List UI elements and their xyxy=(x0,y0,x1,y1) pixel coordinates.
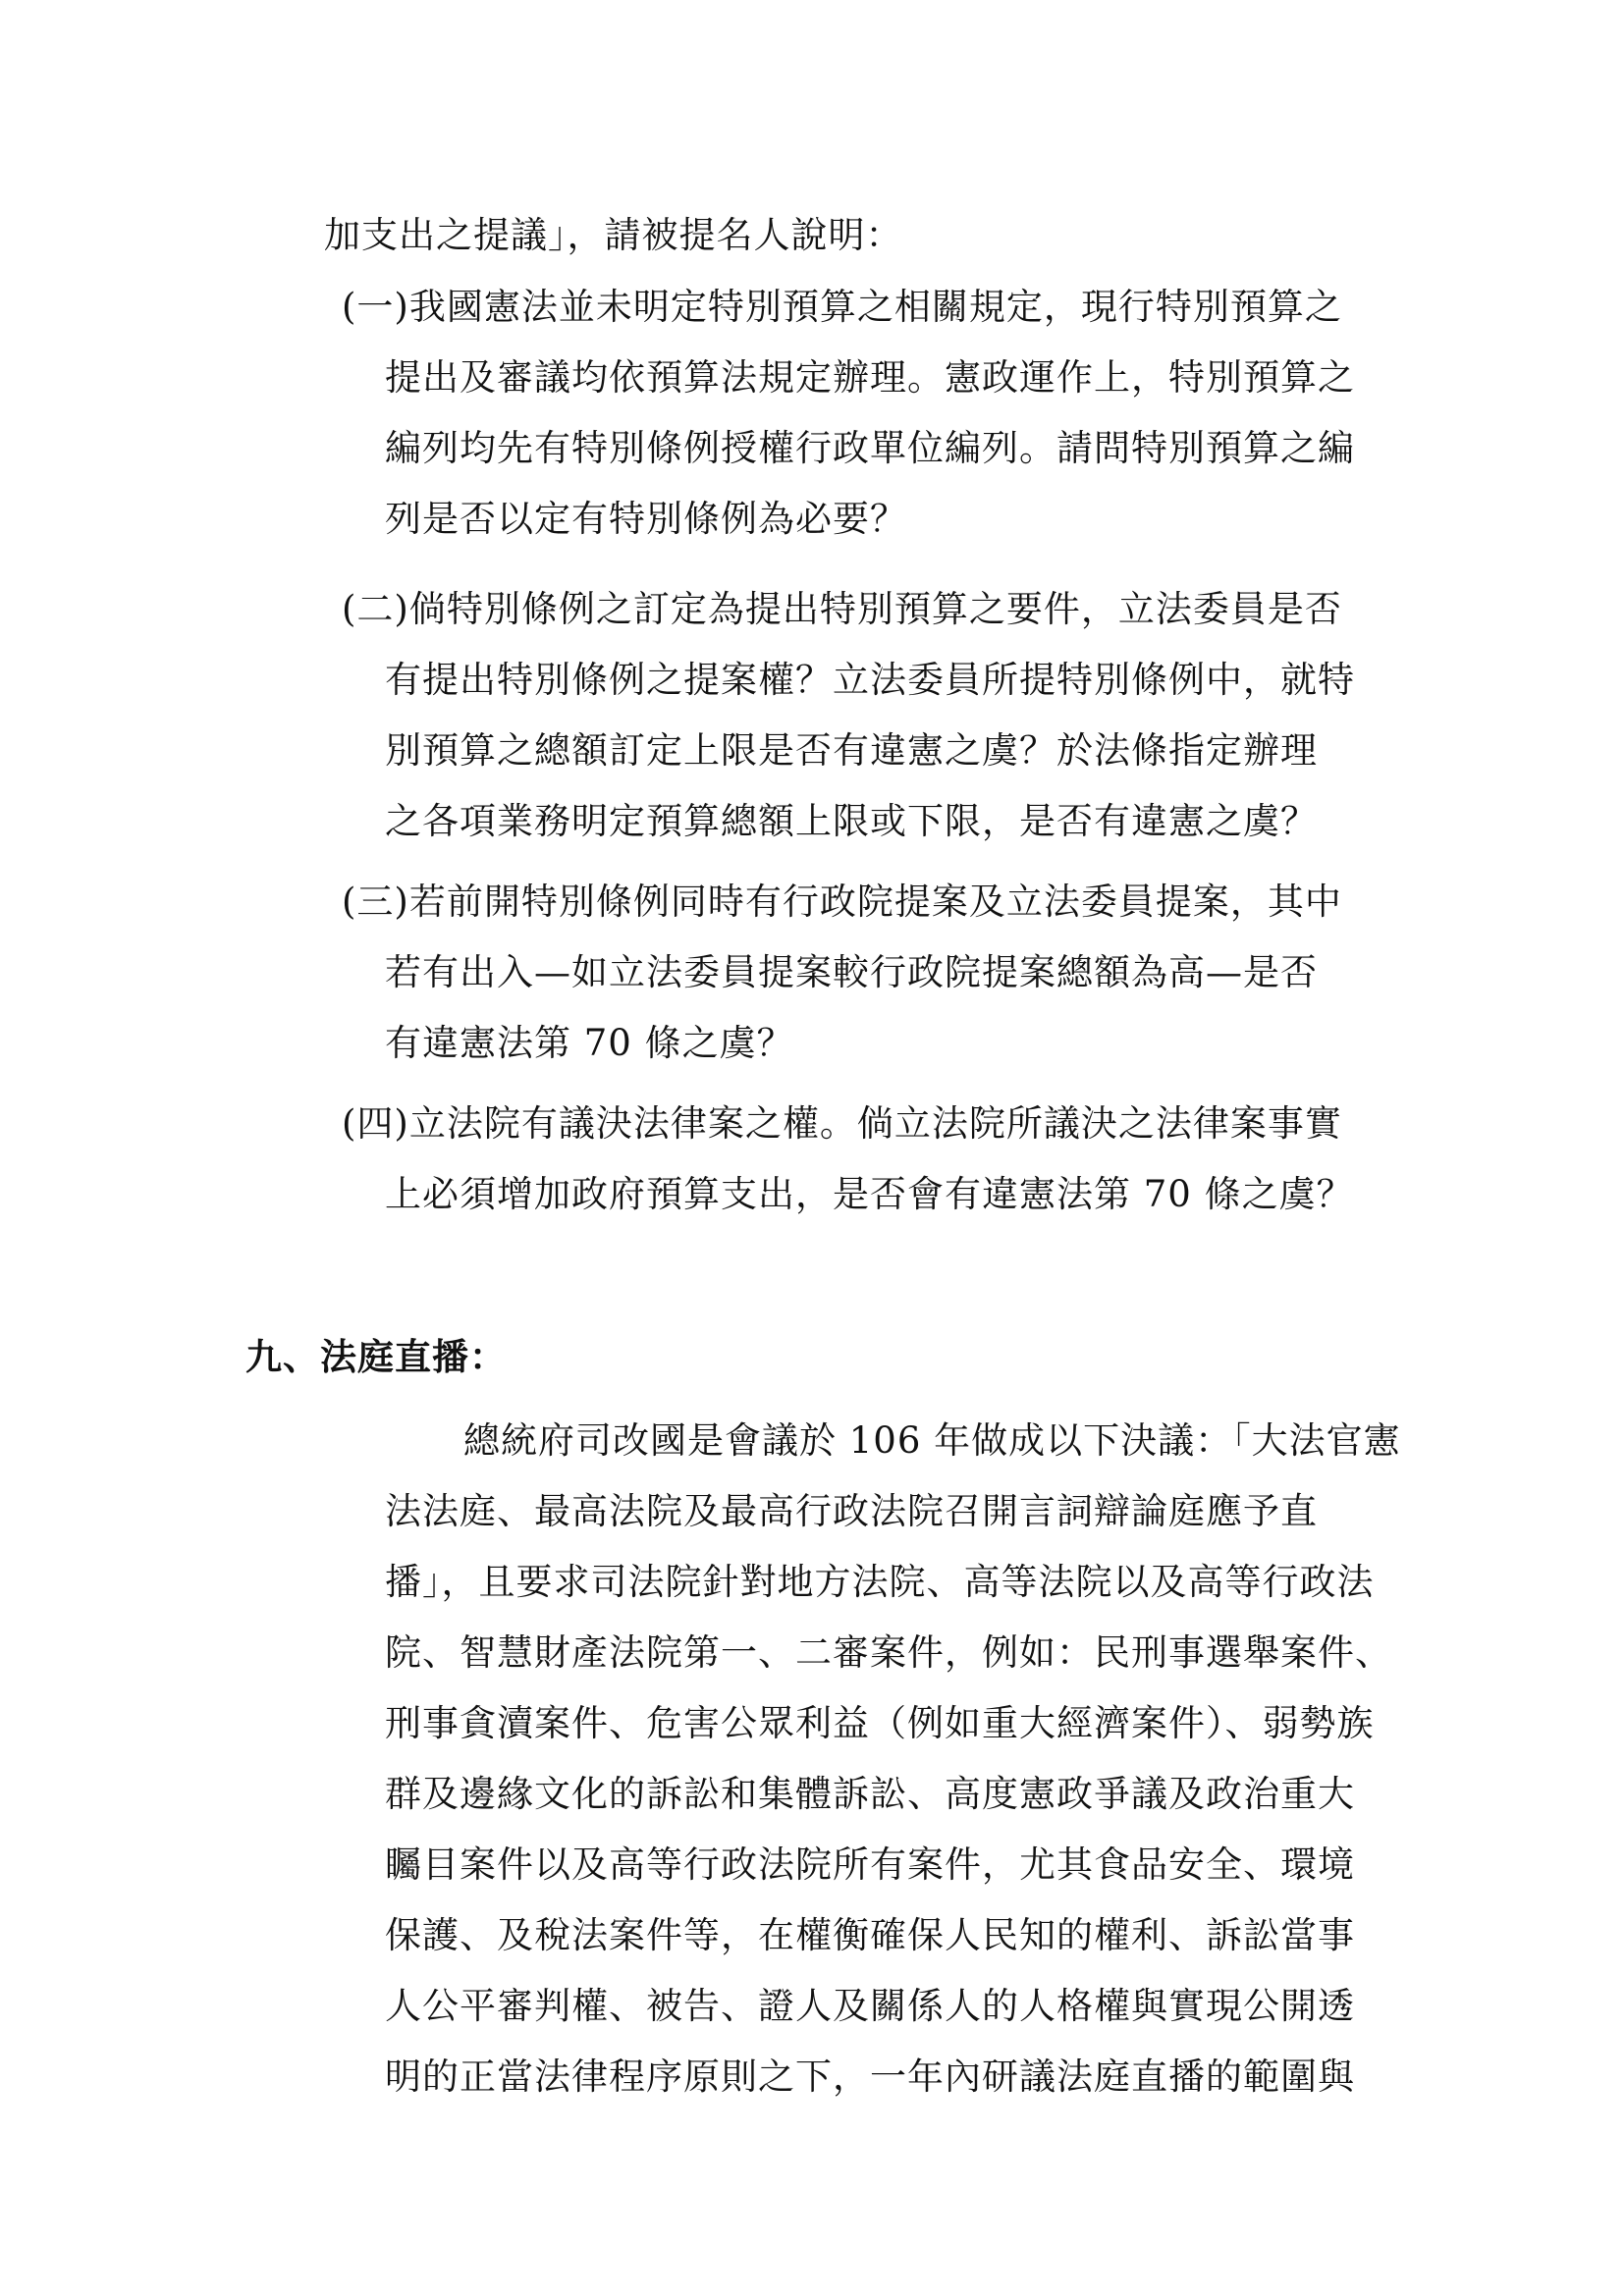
section-line-4: 院、智慧財產法院第一、二審案件，例如：民刑事選舉案件、 xyxy=(385,1631,1392,1674)
section-heading: 九、法庭直播： xyxy=(245,1335,507,1378)
item-3-line-1: (三)若前開特別條例同時有行政院提案及立法委員提案，其中 xyxy=(342,881,1342,923)
item-3-line-3: 有違憲法第 70 條之虞？ xyxy=(385,1022,794,1064)
item-1-line-3: 編列均先有特別條例授權行政單位編列。請問特別預算之編 xyxy=(385,427,1355,469)
item-2-line-4: 之各項業務明定預算總額上限或下限，是否有違憲之虞？ xyxy=(385,800,1318,842)
item-2-line-1: (二)倘特別條例之訂定為提出特別預算之要件，立法委員是否 xyxy=(342,588,1342,630)
item-3-line-2: 若有出入—如立法委員提案較行政院提案總額為高—是否 xyxy=(385,951,1318,993)
item-1-line-4: 列是否以定有特別條例為必要？ xyxy=(385,498,907,540)
item-1-line-1: (一)我國憲法並未明定特別預算之相關規定，現行特別預算之 xyxy=(342,286,1342,328)
section-line-2: 法法庭、最高法院及最高行政法院召開言詞辯論庭應予直 xyxy=(385,1490,1318,1532)
section-line-7: 矚目案件以及高等行政法院所有案件，尤其食品安全、環境 xyxy=(385,1843,1355,1886)
intro-line: 加支出之提議」，請被提名人說明： xyxy=(324,214,903,256)
item-1-line-2: 提出及審議均依預算法規定辦理。憲政運作上，特別預算之 xyxy=(385,356,1355,399)
section-line-6: 群及邊緣文化的訴訟和集體訴訟、高度憲政爭議及政治重大 xyxy=(385,1773,1355,1815)
item-4-line-1: (四)立法院有議決法律案之權。倘立法院所議決之法律案事實 xyxy=(342,1102,1342,1145)
section-line-1: 總統府司改國是會議於 106 年做成以下決議：「大法官憲 xyxy=(463,1419,1401,1462)
item-2-line-3: 別預算之總額訂定上限是否有違憲之虞？於法條指定辦理 xyxy=(385,729,1318,772)
item-2-line-2: 有提出特別條例之提案權？立法委員所提特別條例中，就特 xyxy=(385,659,1355,701)
section-line-5: 刑事貪瀆案件、危害公眾利益（例如重大經濟案件）、弱勢族 xyxy=(385,1702,1375,1744)
item-4-line-2: 上必須增加政府預算支出，是否會有違憲法第 70 條之虞？ xyxy=(385,1173,1354,1215)
section-line-10: 明的正當法律程序原則之下，一年內研議法庭直播的範圍與 xyxy=(385,2056,1355,2098)
section-line-9: 人公平審判權、被告、證人及關係人的人格權與實現公開透 xyxy=(385,1985,1355,2027)
section-line-3: 播」，且要求司法院針對地方法院、高等法院以及高等行政法 xyxy=(385,1561,1375,1603)
section-line-8: 保護、及稅法案件等，在權衡確保人民知的權利、訴訟當事 xyxy=(385,1914,1355,1956)
